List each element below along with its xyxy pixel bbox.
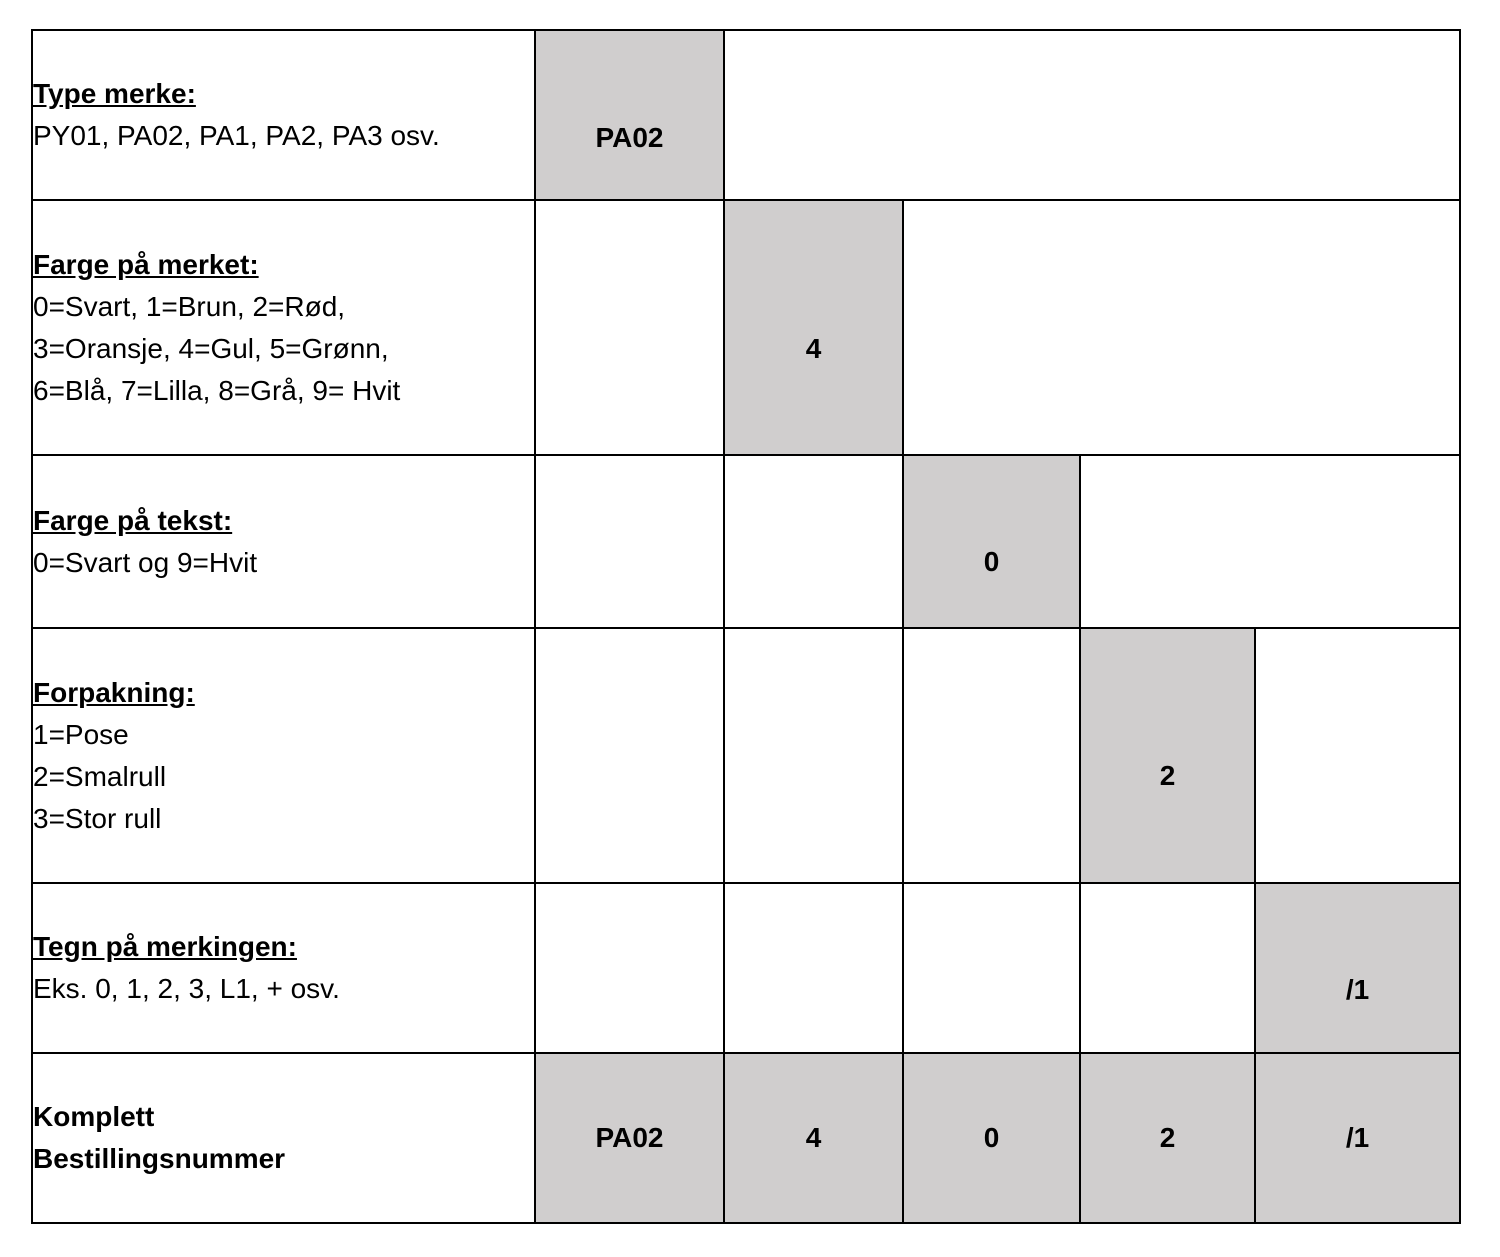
value-cell-forpakning (1080, 628, 1255, 883)
row-title: Farge på merket: (33, 248, 259, 280)
complete-value: /1 (1345, 1122, 1370, 1153)
empty-cell (1080, 455, 1460, 628)
complete-value-cell (1080, 1053, 1255, 1223)
empty-cell (724, 455, 903, 628)
complete-value-cell (724, 1053, 903, 1223)
complete-value-cell (535, 1053, 724, 1223)
empty-cell (903, 628, 1080, 883)
value-cell-type (535, 30, 724, 200)
empty-cell (535, 200, 724, 455)
value-cell-farge-tekst (903, 455, 1080, 628)
complete-value: 4 (805, 1122, 822, 1153)
empty-cell (724, 30, 1460, 200)
empty-cell (1080, 883, 1255, 1053)
label-cell (32, 883, 535, 1053)
row-desc: 3=Stor rull (33, 802, 162, 834)
empty-cell (1255, 628, 1460, 883)
row-type-merke (32, 30, 1460, 200)
row-title: Tegn på merkingen: (33, 931, 297, 962)
row-title: Farge på tekst: (33, 504, 233, 536)
row-farge-tekst (32, 455, 1460, 628)
label-cell (32, 1053, 535, 1223)
row-tegn (32, 883, 1460, 1053)
row-desc: 0=Svart, 1=Brun, 2=Rød, (33, 290, 346, 322)
empty-cell (724, 628, 903, 883)
empty-cell (903, 883, 1080, 1053)
empty-cell (724, 883, 903, 1053)
row-desc: 2=Smalrull (33, 760, 167, 792)
complete-label: Bestillingsnummer (33, 1143, 286, 1174)
value-cell-farge-merket (724, 200, 903, 455)
empty-cell (535, 628, 724, 883)
row-desc: PY01, PA02, PA1, PA2, PA3 osv. (33, 120, 440, 151)
value-text: PA02 (595, 122, 664, 153)
value-text: /1 (1345, 974, 1370, 1005)
row-farge-merket (32, 200, 1460, 455)
value-text: 4 (805, 332, 822, 364)
row-desc: 1=Pose (33, 718, 129, 750)
complete-value-cell (903, 1053, 1080, 1223)
label-cell (32, 30, 535, 200)
empty-cell (535, 455, 724, 628)
row-forpakning (32, 628, 1460, 883)
complete-value-cell (1255, 1053, 1460, 1223)
row-desc: 0=Svart og 9=Hvit (33, 546, 258, 578)
label-cell (32, 628, 535, 883)
row-desc: 6=Blå, 7=Lilla, 8=Grå, 9= Hvit (33, 374, 401, 406)
row-desc: 3=Oransje, 4=Gul, 5=Grønn, (33, 332, 389, 364)
complete-value: PA02 (595, 1122, 664, 1153)
empty-cell (903, 200, 1460, 455)
value-text: 0 (983, 545, 1000, 577)
row-title: Type merke: (33, 78, 196, 109)
label-cell (32, 200, 535, 455)
row-desc: Eks. 0, 1, 2, 3, L1, + osv. (33, 973, 340, 1004)
order-number-table (31, 29, 1461, 1224)
complete-value: 2 (1159, 1122, 1176, 1153)
value-cell-tegn (1255, 883, 1460, 1053)
value-text: 2 (1159, 759, 1176, 791)
label-cell (32, 455, 535, 628)
complete-label: Komplett (33, 1101, 155, 1132)
complete-value: 0 (983, 1122, 1000, 1153)
row-title: Forpakning: (33, 676, 195, 708)
row-komplett (32, 1053, 1460, 1223)
empty-cell (535, 883, 724, 1053)
